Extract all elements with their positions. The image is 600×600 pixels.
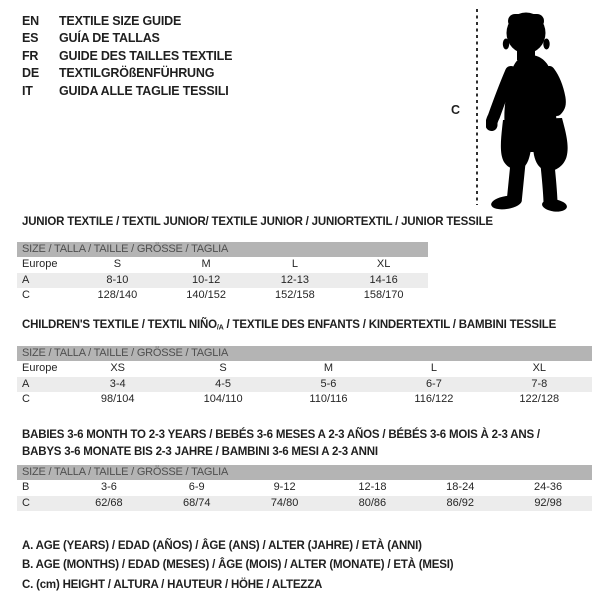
table-row <box>17 496 592 512</box>
size-cell: 3-4 <box>109 377 126 390</box>
size-cell: 14-16 <box>369 273 398 286</box>
size-cell: S <box>113 258 122 270</box>
language-row <box>22 83 232 100</box>
children-size-table <box>17 346 592 408</box>
row-label: A <box>22 273 30 286</box>
size-cell: 110/116 <box>309 393 348 405</box>
language-row <box>22 13 232 30</box>
language-code: FR <box>22 48 39 63</box>
size-cell: M <box>201 258 211 270</box>
size-cell: 6-9 <box>188 481 205 493</box>
size-cell: 74/80 <box>270 496 299 509</box>
row-label: C <box>22 393 30 405</box>
language-code: ES <box>22 31 39 46</box>
size-cell: 98/104 <box>100 393 135 405</box>
size-cell: 6-7 <box>425 377 442 390</box>
size-cell: 8-10 <box>106 273 129 286</box>
section-heading-children <box>22 317 556 336</box>
size-cell: S <box>219 362 227 374</box>
note-line: C. (cm) HEIGHT / ALTURA / HAUTEUR / HÖHE / ALTEZZA <box>22 578 323 591</box>
row-label: Europe <box>22 258 58 270</box>
height-measure-label: C <box>451 103 461 117</box>
table-row <box>17 480 592 496</box>
size-cell: 10-12 <box>192 273 221 286</box>
language-title: GUIDA ALLE TAGLIE TESSILI <box>59 83 229 98</box>
size-cell: 62/68 <box>95 496 123 509</box>
language-title: GUÍA DE TALLAS <box>59 31 160 46</box>
table-row <box>17 361 592 377</box>
legend-notes <box>22 537 453 595</box>
row-label: B <box>22 481 30 493</box>
size-cell: 86/92 <box>446 496 474 509</box>
table-row <box>17 288 428 304</box>
language-code: EN <box>22 14 39 28</box>
heading-text: /A <box>216 323 224 332</box>
size-cell: XL <box>376 258 391 270</box>
table-row <box>17 377 592 393</box>
heading-text: CHILDREN'S TEXTILE / TEXTIL NIÑO <box>22 319 217 331</box>
language-title: GUIDE DES TAILLES TEXTILE <box>59 48 233 63</box>
row-label: C <box>22 289 30 301</box>
size-cell: 4-5 <box>215 377 232 390</box>
size-cell: XS <box>110 362 126 374</box>
size-cell: L <box>291 258 298 270</box>
language-code: IT <box>22 83 33 98</box>
size-cell: 92/98 <box>534 496 562 509</box>
size-cell: 12-13 <box>280 273 309 286</box>
language-title: TEXTILGRÖßENFÜHRUNG <box>59 66 215 81</box>
row-label: C <box>22 496 30 509</box>
language-row <box>22 48 232 65</box>
note-line: A. AGE (YEARS) / EDAD (AÑOS) / ÂGE (ANS) / ALTER (JAHRE) / ETÀ (ANNI) <box>22 540 422 552</box>
language-title-list <box>22 13 232 100</box>
size-cell: 116/122 <box>414 393 454 405</box>
size-header-bar: SIZE / TALLA / TAILLE / GRÖSSE / TAGLIA <box>17 346 592 361</box>
row-label: A <box>22 377 30 390</box>
size-cell: M <box>323 362 334 374</box>
language-code: DE <box>22 66 39 81</box>
size-cell: 158/170 <box>363 289 404 301</box>
language-title: TEXTILE SIZE GUIDE <box>59 14 182 28</box>
size-cell: 7-8 <box>531 377 548 390</box>
note-line: B. AGE (MONTHS) / EDAD (MESES) / ÂGE (MOIS) / ALTER (MONATE) / ETÀ (MESI) <box>22 559 454 572</box>
heading-text: / TEXTILE DES ENFANTS / KINDERTEXTIL / BAMBINI TESSILE <box>223 319 557 331</box>
section-heading-junior <box>22 214 493 231</box>
size-cell: 140/152 <box>186 289 226 301</box>
size-cell: 9-12 <box>273 481 296 493</box>
size-cell: 5-6 <box>320 377 337 390</box>
heading-text: BABIES 3-6 MONTH TO 2-3 YEARS / BEBÉS 3-6 MESES A 2-3 AÑOS / BÉBÉS 3-6 MOIS À 2-3 ANS / <box>22 429 540 441</box>
size-cell: XL <box>532 362 547 374</box>
size-cell: 80/86 <box>358 496 387 509</box>
size-cell: 3-6 <box>100 481 117 493</box>
table-row <box>17 392 592 408</box>
size-header-bar: SIZE / TALLA / TAILLE / GRÖSSE / TAGLIA <box>17 465 592 480</box>
height-measure-dotted-line <box>476 9 478 205</box>
size-cell: 152/158 <box>274 289 315 301</box>
language-row <box>22 65 232 82</box>
table-row <box>17 273 428 289</box>
row-label: Europe <box>22 362 58 374</box>
babies-size-table <box>17 465 592 511</box>
size-cell: 18-24 <box>446 481 475 493</box>
size-cell: 12-18 <box>358 481 387 493</box>
junior-size-table <box>17 242 428 304</box>
size-cell: 68/74 <box>182 496 211 509</box>
size-cell: 104/110 <box>203 393 243 405</box>
section-heading-babies <box>22 427 540 460</box>
language-row <box>22 30 232 47</box>
size-header-bar: SIZE / TALLA / TAILLE / GRÖSSE / TAGLIA <box>17 242 428 257</box>
heading-text: JUNIOR TEXTILE / TEXTIL JUNIOR/ TEXTILE JUNIOR / JUNIORTEXTIL / JUNIOR TESSILE <box>22 216 493 228</box>
heading-text: BABYS 3-6 MONATE BIS 2-3 JAHRE / BAMBINI 3-6 MESI A 2-3 ANNI <box>22 445 378 458</box>
size-cell: 24-36 <box>534 481 563 493</box>
size-cell: 122/128 <box>519 393 560 405</box>
size-cell: 128/140 <box>97 289 138 301</box>
size-cell: L <box>430 362 437 374</box>
toddler-silhouette-icon <box>486 6 590 212</box>
table-row <box>17 257 428 273</box>
